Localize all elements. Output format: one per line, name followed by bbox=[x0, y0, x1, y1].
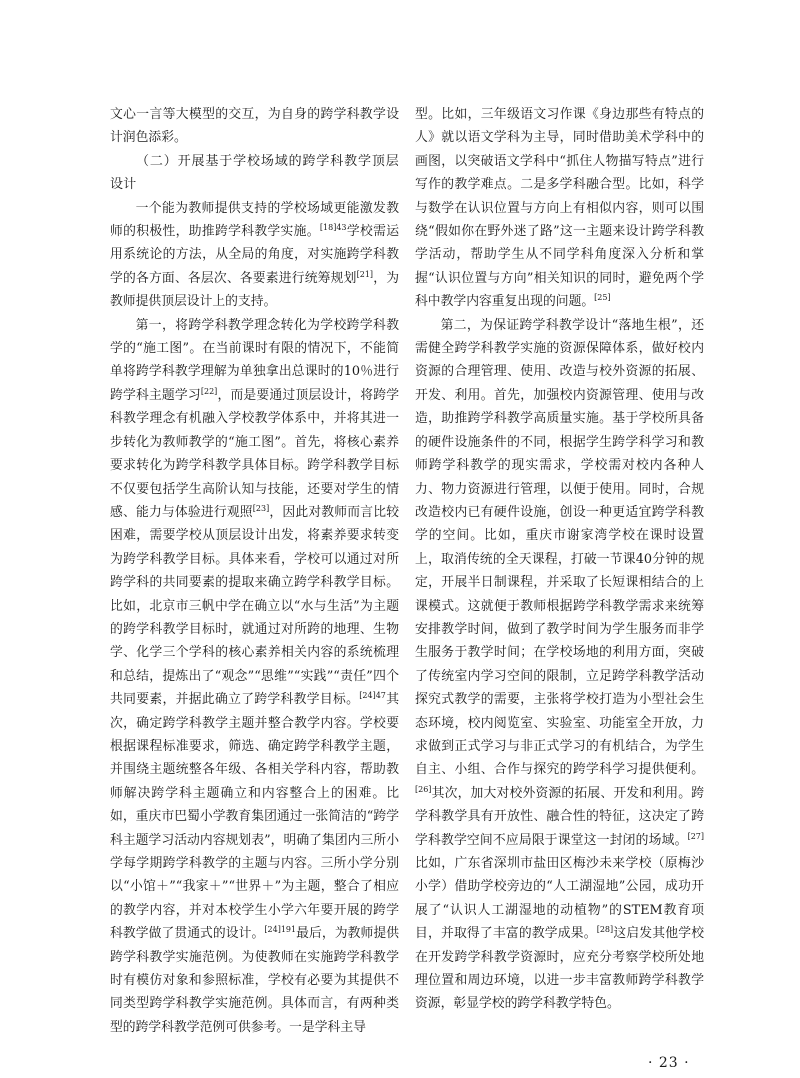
paragraph: 文心一言等大模型的交互，为自身的跨学科教学设计润色添彩。 bbox=[110, 107, 399, 146]
page-number: · 23 · bbox=[648, 1055, 690, 1071]
citation: [24]47 bbox=[359, 691, 386, 701]
text-run: 一个能为教师提供支持的学校场域更能激发教师的积极性，助推跨学科教学实施。 bbox=[110, 200, 399, 240]
left-column bbox=[110, 103, 399, 1039]
text-run: 这启发其他学校在开发跨学科教学资源时，应充分考察学校所处地理位置和周边环境，以进一步丰富教师跨学科教学资源，彰显学校的跨学科教学特色。 bbox=[415, 926, 705, 1012]
text-run: 其次，加大对校外资源的拓展、开发和利用。跨学科教学具有开放性、融合性的特征，这决定了跨学科教学空间不应局限于课堂这一封闭的场域。 bbox=[415, 785, 704, 848]
text-run: ，为教师提供顶层设计上的支持。 bbox=[110, 270, 400, 310]
text-run: 比如，广东省深圳市盐田区梅沙未来学校（原梅沙小学）借助学校旁边的“人工湖湿地”公园，成功开展了“认识人工湖湿地的动植物”的STEM教育项目，并取得了丰富的教学成果。 bbox=[415, 856, 704, 942]
citation: [25] bbox=[594, 293, 611, 303]
citation: [23] bbox=[252, 503, 270, 513]
paragraph bbox=[415, 314, 704, 1016]
citation: [18]43 bbox=[319, 223, 347, 233]
right-column bbox=[415, 103, 704, 1016]
citation: [27] bbox=[687, 831, 704, 841]
paragraph bbox=[110, 197, 399, 314]
citation: [22] bbox=[200, 386, 218, 396]
text-run: 最后，为教师提供跨学科教学实施范例。为使教师在实施跨学科教学时有模仿对象和参照标准，学校有必要为其提供不同类型跨学科教学实施范例。具体而言，有两种类型的跨学科教学范例可供参考。一是学科主导 bbox=[110, 926, 400, 1035]
citation: [24]191 bbox=[264, 925, 297, 935]
citation: [28] bbox=[596, 925, 614, 935]
paragraph bbox=[110, 314, 399, 1040]
citation: [26] bbox=[415, 784, 432, 794]
text-run: 学校需运用系统论的方法，从全局的角度，对实施跨学科教学的各方面、各层次、各要素进行统筹规划 bbox=[110, 224, 400, 286]
text-run: 其次，确定跨学科教学主题并整合教学内容。学校要根据课程标准要求，筛选、确定跨学科教学主题，并围绕主题统整各年级、各相关学科内容，帮助教师解决跨学科主题确立和内容整合上的困难。比如，重庆市巴蜀小学教育集团通过一张简洁的“跨学科主题学习活动内容规划表”，明确了集团内三所小学每学期跨学科教学的主题与内容。三所小学分别以“小馆＋”“我家＋”“世界＋”为主题，整合了相应的教学内容，并对本校学生小学六年要开展的跨学科教学做了贯通式的设计。 bbox=[110, 692, 400, 942]
section-heading: （二）开展基于学校场域的跨学科教学顶层设计 bbox=[110, 153, 399, 193]
text-run: ，而是要通过顶层设计，将跨学科教学理念有机融入学校教学体系中，并将其进一步转化为教师教学的“施工图”。首先，将核心素养要求转化为跨学科教学具体目标。跨学科教学目标不仅要包括学生高阶认知与技能，还要对学生的情感、能力与体验进行观照 bbox=[110, 387, 400, 520]
text-run: ，因此对教师而言比较困难，需要学校从顶层设计出发，将素养要求转变为跨学科教学目标。具体来看，学校可以通过对所跨学科的共同要素的提取来确立跨学科教学目标。比如，北京市三帆中学在确立以“水与生活”为主题的跨学科教学目标时，就通过对所跨的地理、生物学、化学三个学科的核心素养相关内容的系统梳理和总结，提炼出了“观念”“思维”“实践”“责任”四个共同要素，并据此确立了跨学科教学目标。 bbox=[110, 504, 400, 708]
text-run: 第一，将跨学科教学理念转化为学校跨学科教学的“施工图”。在当前课时有限的情况下，不能简单将跨学科教学理解为单独拿出总课时的10％进行跨学科主题学习 bbox=[110, 317, 399, 403]
paragraph bbox=[415, 103, 704, 314]
text-run: 第二，为保证跨学科教学设计“落地生根”，还需健全跨学科教学实施的资源保障体系，做好校内资源的合理管理、使用、改造与校外资源的拓展、开发、利用。首先，加强校内资源管理、使用与改造，助推跨学科教学高质量实施。基于学校所具备的硬件设施条件的不同，根据学生跨学科学习和教师跨学科教学的现实需求，学校需对校内各种人力、物力资源进行管理，以便于使用。同时，合规改造校内已有硬件设施，创设一种更适宜跨学科教学的空间。比如，重庆市谢家湾学校在课时设置上，取消传统的全天课程，打破一节课40分钟的规定，开展半日制课程，并采取了长短课相结合的上课模式。这就便于教师根据跨学科教学需求来统筹安排教学时间，做到了教学时间为学生服务而非学生服务于教学时间；在学校场地的利用方面，突破了传统室内学习空间的限制，立足跨学科教学活动探究式教学的需要，主张将学校打造为小型社会生态环境，校内阅览室、实验室、功能室全开放，力求做到正式学习与非正式学习的有机结合，为学生自主、小组、合作与探究的跨学科学习提供便利。 bbox=[415, 317, 704, 778]
citation: [21] bbox=[356, 269, 374, 279]
text-run: 型。比如，三年级语文习作课《身边那些有特点的人》就以语文学科为主导，同时借助美术学科中的画图，以突破语文学科中“抓住人物描写特点”进行写作的教学难点。二是多学科融合型。比如，科学与数学在认识位置与方向上有相似内容，则可以围绕“假如你在野外迷了路”这一主题来设计跨学科教学活动，帮助学生从不同学科角度深入分析和掌握“认识位置与方向”相关知识的同时，避免两个学科中教学内容重复出现的问题。 bbox=[415, 107, 704, 310]
